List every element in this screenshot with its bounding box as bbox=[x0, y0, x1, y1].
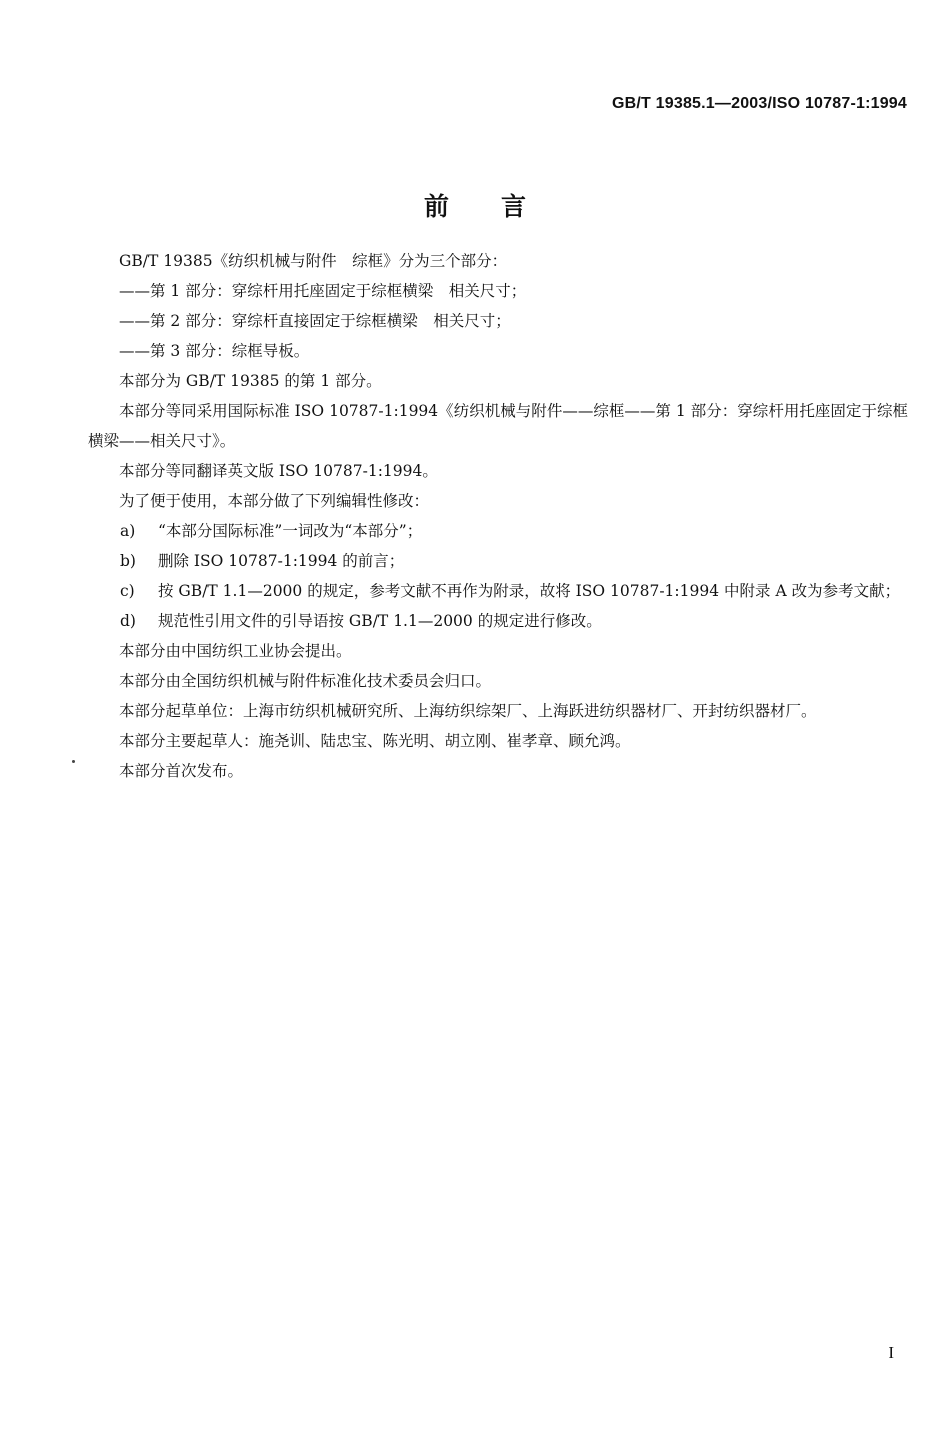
paragraph-proposed-by: 本部分由中国纺织工业协会提出。 bbox=[119, 642, 352, 660]
list-item-text: “本部分国际标准”一词改为“本部分”； bbox=[158, 522, 423, 540]
standard-code-header: GB/T 19385.1—2003/ISO 10787-1:1994 bbox=[612, 95, 907, 112]
paragraph-this-part: 本部分为 GB/T 19385 的第 1 部分。 bbox=[119, 372, 382, 390]
list-item-text: 按 GB/T 1.1—2000 的规定，参考文献不再作为附录，故将 ISO 10787-1:1994 中附录 A 改为参考文献； bbox=[158, 582, 901, 600]
list-item-label: c) bbox=[120, 582, 135, 600]
foreword-body bbox=[88, 246, 908, 786]
list-item bbox=[88, 516, 908, 546]
list-item-label: b) bbox=[120, 552, 136, 570]
scan-speck bbox=[72, 760, 75, 763]
list-item-label: a) bbox=[120, 522, 136, 540]
paragraph-drafters: 本部分主要起草人：施尧训、陆忠宝、陈光明、胡立刚、崔孝章、顾允鸿。 bbox=[119, 732, 631, 750]
list-item-text: 删除 ISO 10787-1:1994 的前言； bbox=[158, 552, 405, 570]
paragraph-first-release: 本部分首次发布。 bbox=[119, 762, 244, 780]
list-item bbox=[88, 576, 908, 606]
paragraph-translation: 本部分等同翻译英文版 ISO 10787-1:1994。 bbox=[119, 462, 438, 480]
paragraph-part-1: ——第 1 部分：穿综杆用托座固定于综框横梁 相关尺寸； bbox=[119, 282, 527, 300]
paragraph-adoption: 本部分等同采用国际标准 ISO 10787-1:1994《纺织机械与附件——综框——第 1 部分：穿综杆用托座固定于综框横梁——相关尺寸》。 bbox=[88, 402, 908, 450]
list-item-label: d) bbox=[120, 612, 136, 630]
paragraph-edits-intro: 为了便于使用，本部分做了下列编辑性修改： bbox=[119, 492, 430, 510]
paragraph-parts-intro: GB/T 19385《纺织机械与附件 综框》分为三个部分： bbox=[119, 252, 508, 270]
list-item-text: 规范性引用文件的引导语按 GB/T 1.1—2000 的规定进行修改。 bbox=[158, 612, 602, 630]
paragraph-part-2: ——第 2 部分：穿综杆直接固定于综框横梁 相关尺寸； bbox=[119, 312, 511, 330]
list-item bbox=[88, 606, 908, 636]
paragraph-centralized-by: 本部分由全国纺织机械与附件标准化技术委员会归口。 bbox=[119, 672, 492, 690]
paragraph-drafting-units: 本部分起草单位：上海市纺织机械研究所、上海纺织综架厂、上海跃进纺织器材厂、开封纺织器材厂。 bbox=[119, 702, 817, 720]
paragraph-part-3: ——第 3 部分：综框导板。 bbox=[119, 342, 310, 360]
list-item bbox=[88, 546, 908, 576]
page-number: I bbox=[888, 1343, 894, 1362]
page-title: 前言 bbox=[423, 192, 578, 221]
